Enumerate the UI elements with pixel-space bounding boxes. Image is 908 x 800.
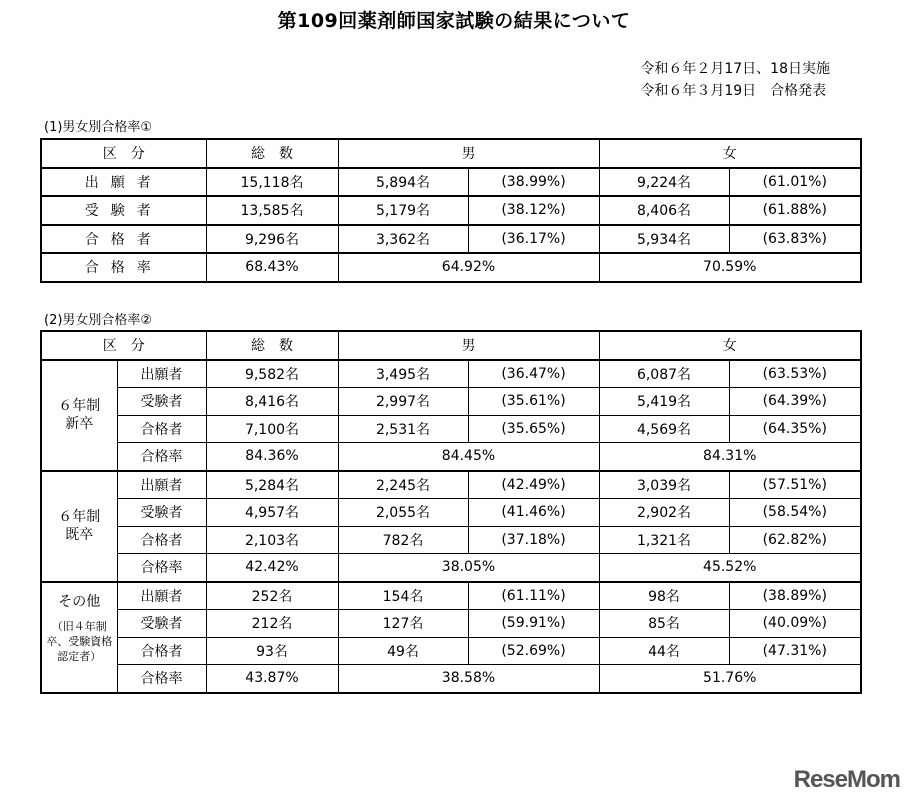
table-row xyxy=(41,168,861,197)
total-count: 9,582名 xyxy=(206,360,338,388)
table-row xyxy=(41,665,861,693)
male-count: 3,495名 xyxy=(338,360,468,388)
female-percent: (63.53%) xyxy=(729,360,861,388)
group-name: その他 xyxy=(58,593,101,610)
total-rate: 42.42% xyxy=(206,554,338,582)
rate-label: 合格率 xyxy=(117,554,206,582)
male-percent: (36.47%) xyxy=(468,360,599,388)
total-count: 252名 xyxy=(206,582,338,610)
row-label: 出願者 xyxy=(117,471,206,499)
total-rate: 84.36% xyxy=(206,443,338,471)
total-count: 2,103名 xyxy=(206,526,338,554)
table-row xyxy=(41,253,861,282)
resemom-watermark: ReseMom xyxy=(793,766,900,793)
total-count: 4,957名 xyxy=(206,499,338,527)
female-percent: (64.39%) xyxy=(729,388,861,416)
exam-date: 令和６年２月17日、18日実施 xyxy=(640,61,830,77)
table-row xyxy=(41,415,861,443)
male-count: 2,245名 xyxy=(338,471,468,499)
female-count: 2,902名 xyxy=(599,499,729,527)
female-count: 8,406名 xyxy=(599,196,729,225)
female-percent: (61.88%) xyxy=(729,196,861,225)
female-count: 1,321名 xyxy=(599,526,729,554)
row-label: 受験者 xyxy=(117,499,206,527)
group-name: ６年制 既卒 xyxy=(58,509,101,543)
male-percent: (38.99%) xyxy=(468,168,599,197)
female-count: 98名 xyxy=(599,582,729,610)
total-count: 212名 xyxy=(206,610,338,638)
page-title: 第109回薬剤師国家試験の結果について xyxy=(277,10,631,32)
female-count: 44名 xyxy=(599,637,729,665)
male-count: 5,179名 xyxy=(338,196,468,225)
rate-label: 合格率 xyxy=(117,443,206,471)
male-count: 3,362名 xyxy=(338,225,468,254)
table-row xyxy=(41,471,861,499)
table-row xyxy=(41,582,861,610)
row-label: 受験者 xyxy=(117,388,206,416)
male-percent: (35.61%) xyxy=(468,388,599,416)
male-percent: (59.91%) xyxy=(468,610,599,638)
table-row xyxy=(41,637,861,665)
total-count: 93名 xyxy=(206,637,338,665)
section1-heading: (1)男女別合格率① xyxy=(44,120,153,135)
female-rate: 45.52% xyxy=(599,554,861,582)
table-row xyxy=(41,610,861,638)
female-count: 6,087名 xyxy=(599,360,729,388)
male-count: 2,997名 xyxy=(338,388,468,416)
female-percent: (61.01%) xyxy=(729,168,861,197)
male-percent: (42.49%) xyxy=(468,471,599,499)
header-category: 区 分 xyxy=(41,331,206,360)
rate-label: 合格率 xyxy=(117,665,206,693)
row-label: 合格者 xyxy=(41,225,206,254)
row-label: 合格者 xyxy=(117,526,206,554)
header-female: 女 xyxy=(599,331,861,360)
table-row xyxy=(41,443,861,471)
female-count: 9,224名 xyxy=(599,168,729,197)
male-rate: 38.58% xyxy=(338,665,599,693)
table-row xyxy=(41,196,861,225)
header-category: 区 分 xyxy=(41,139,206,168)
male-percent: (61.11%) xyxy=(468,582,599,610)
female-count: 3,039名 xyxy=(599,471,729,499)
row-label: 出願者 xyxy=(117,582,206,610)
table-row xyxy=(41,139,861,168)
row-label: 受験者 xyxy=(117,610,206,638)
male-count: 49名 xyxy=(338,637,468,665)
total-count: 9,296名 xyxy=(206,225,338,254)
row-label: 受験者 xyxy=(41,196,206,225)
header-female: 女 xyxy=(599,139,861,168)
table-row xyxy=(41,526,861,554)
male-count: 5,894名 xyxy=(338,168,468,197)
total-count: 5,284名 xyxy=(206,471,338,499)
male-rate: 84.45% xyxy=(338,443,599,471)
female-rate: 51.76% xyxy=(599,665,861,693)
male-count: 2,531名 xyxy=(338,415,468,443)
female-percent: (47.31%) xyxy=(729,637,861,665)
female-percent: (58.54%) xyxy=(729,499,861,527)
female-rate: 84.31% xyxy=(599,443,861,471)
female-rate: 70.59% xyxy=(599,253,861,282)
total-count: 15,118名 xyxy=(206,168,338,197)
header-total: 総 数 xyxy=(206,139,338,168)
total-count: 8,416名 xyxy=(206,388,338,416)
total-rate: 43.87% xyxy=(206,665,338,693)
male-percent: (37.18%) xyxy=(468,526,599,554)
group-label xyxy=(41,360,117,471)
announcement-date: 令和６年３月19日 合格発表 xyxy=(640,83,827,99)
gender-pass-rate-table-1 xyxy=(40,138,862,283)
table-row xyxy=(41,331,861,360)
row-label: 合格者 xyxy=(117,637,206,665)
male-count: 2,055名 xyxy=(338,499,468,527)
male-count: 127名 xyxy=(338,610,468,638)
row-label: 出願者 xyxy=(117,360,206,388)
male-count: 782名 xyxy=(338,526,468,554)
table-row xyxy=(41,554,861,582)
female-count: 4,569名 xyxy=(599,415,729,443)
female-count: 5,419名 xyxy=(599,388,729,416)
male-rate: 38.05% xyxy=(338,554,599,582)
total-count: 7,100名 xyxy=(206,415,338,443)
group-note: （旧４年制卒、受験資格認定者） xyxy=(46,619,113,663)
total-rate: 68.43% xyxy=(206,253,338,282)
rate-label: 合格率 xyxy=(41,253,206,282)
female-percent: (62.82%) xyxy=(729,526,861,554)
group-label xyxy=(41,471,117,582)
header-male: 男 xyxy=(338,331,599,360)
table-row xyxy=(41,499,861,527)
female-percent: (57.51%) xyxy=(729,471,861,499)
gender-pass-rate-table-2 xyxy=(40,330,862,694)
female-percent: (40.09%) xyxy=(729,610,861,638)
male-percent: (35.65%) xyxy=(468,415,599,443)
group-label xyxy=(41,582,117,693)
female-count: 5,934名 xyxy=(599,225,729,254)
male-count: 154名 xyxy=(338,582,468,610)
male-percent: (41.46%) xyxy=(468,499,599,527)
group-name: ６年制 新卒 xyxy=(58,398,101,432)
row-label: 合格者 xyxy=(117,415,206,443)
exam-dates xyxy=(640,58,830,102)
male-rate: 64.92% xyxy=(338,253,599,282)
row-label: 出願者 xyxy=(41,168,206,197)
male-percent: (36.17%) xyxy=(468,225,599,254)
total-count: 13,585名 xyxy=(206,196,338,225)
male-percent: (38.12%) xyxy=(468,196,599,225)
female-percent: (63.83%) xyxy=(729,225,861,254)
table-row xyxy=(41,360,861,388)
table-row xyxy=(41,388,861,416)
section2-heading: (2)男女別合格率② xyxy=(44,313,153,328)
female-percent: (64.35%) xyxy=(729,415,861,443)
female-percent: (38.89%) xyxy=(729,582,861,610)
table-row xyxy=(41,225,861,254)
female-count: 85名 xyxy=(599,610,729,638)
header-male: 男 xyxy=(338,139,599,168)
male-percent: (52.69%) xyxy=(468,637,599,665)
header-total: 総 数 xyxy=(206,331,338,360)
